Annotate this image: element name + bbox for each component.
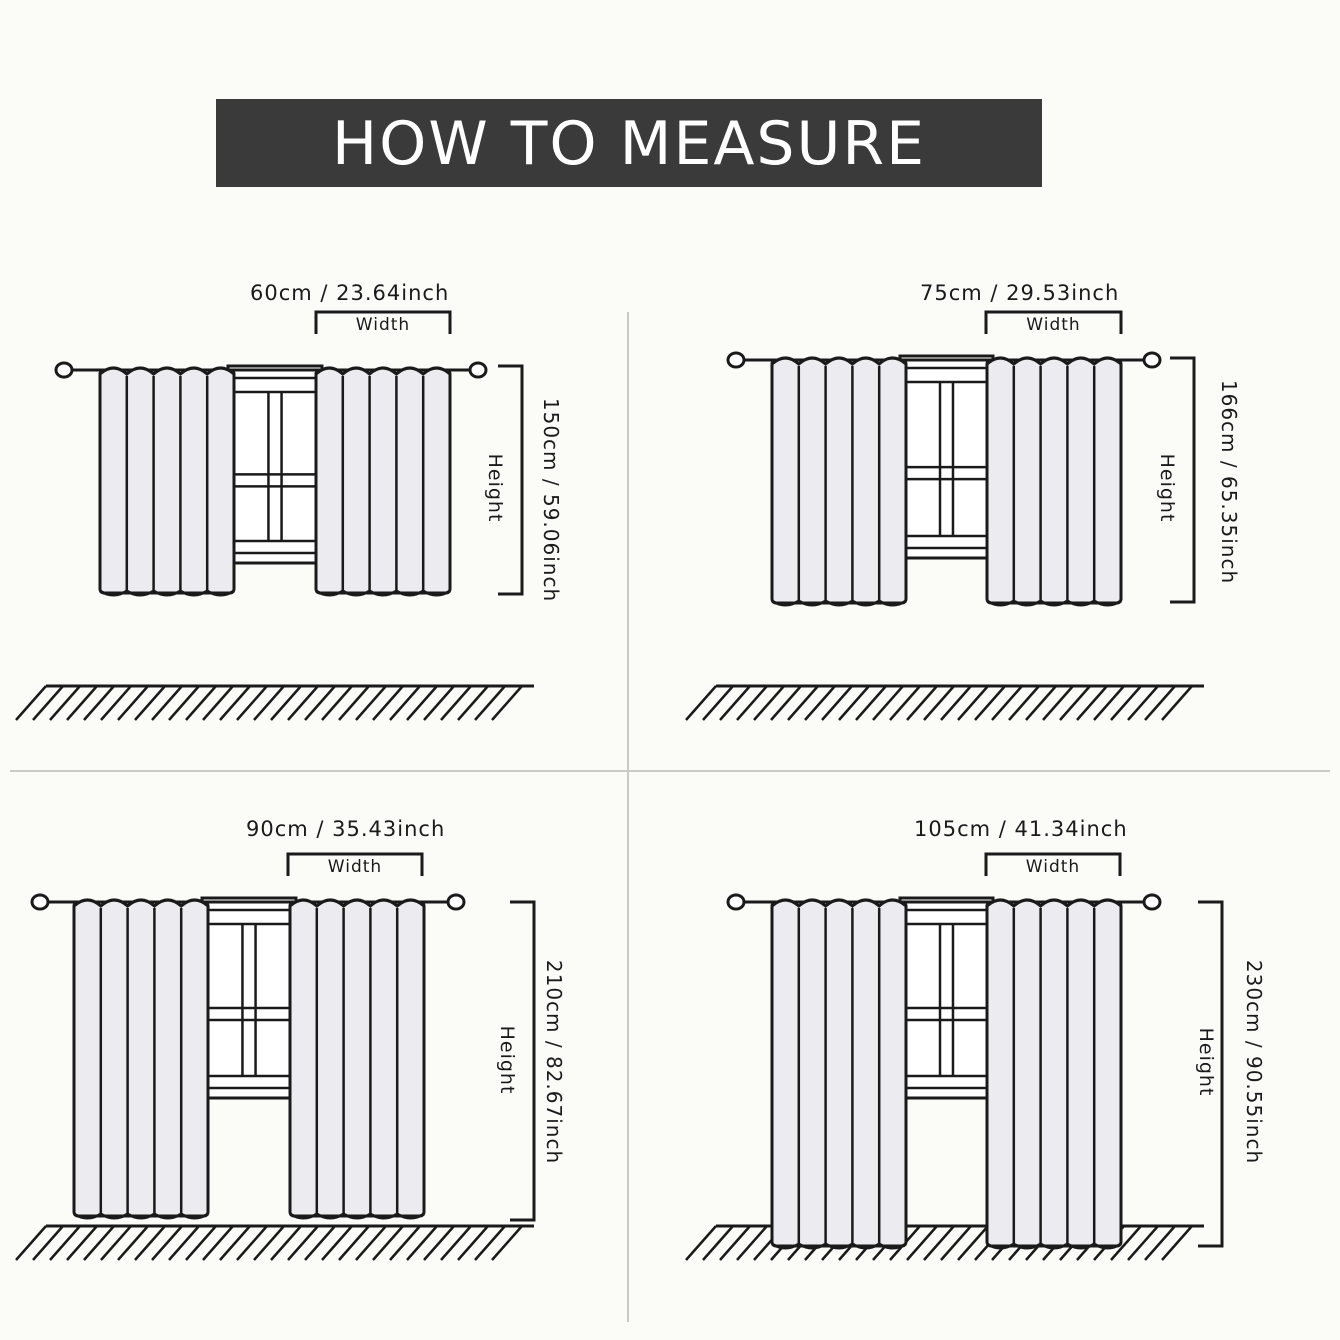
curtain-left <box>100 368 234 595</box>
width-measurement: 90cm / 35.43inch <box>246 817 446 841</box>
rod-finial-right <box>1144 353 1160 367</box>
curtain-panel-60cm <box>0 260 600 780</box>
height-measurement: 166cm / 65.35inch <box>1217 379 1241 585</box>
vertical-divider <box>627 312 629 1322</box>
floor-hatching <box>16 686 534 720</box>
width-label: Width <box>327 857 383 877</box>
curtain-right <box>987 358 1121 605</box>
height-measurement: 150cm / 59.06inch <box>539 397 563 603</box>
curtain-panel-75cm <box>670 260 1270 780</box>
width-measurement: 75cm / 29.53inch <box>920 281 1120 305</box>
title-banner <box>216 99 1042 187</box>
curtain-diagram <box>670 260 1270 780</box>
curtain-diagram <box>0 260 600 780</box>
floor-hatching <box>686 1226 1204 1260</box>
window-frame <box>202 898 296 1098</box>
rod-finial-right <box>470 363 486 377</box>
curtain-right <box>316 368 450 595</box>
rod-finial-left <box>728 895 744 909</box>
width-label: Width <box>1025 857 1081 877</box>
width-measurement: 60cm / 23.64inch <box>250 281 450 305</box>
width-measurement: 105cm / 41.34inch <box>914 817 1128 841</box>
floor-hatching <box>16 1226 534 1260</box>
curtain-panel-105cm <box>670 800 1270 1320</box>
height-label: Height <box>484 453 506 523</box>
floor-hatching <box>686 686 1204 720</box>
rod-finial-left <box>56 363 72 377</box>
height-label: Height <box>496 1025 518 1095</box>
rod-finial-right <box>1144 895 1160 909</box>
width-label: Width <box>355 315 411 335</box>
rod-finial-left <box>728 353 744 367</box>
curtain-diagram <box>670 800 1270 1320</box>
page-title: HOW TO MEASURE <box>331 109 926 179</box>
curtain-right <box>987 900 1121 1248</box>
curtain-right <box>290 900 424 1218</box>
height-label: Height <box>1195 1027 1217 1097</box>
curtain-panel-90cm <box>0 800 600 1320</box>
curtain-left <box>772 900 906 1248</box>
height-measurement: 210cm / 82.67inch <box>542 959 566 1165</box>
window-frame <box>228 366 322 563</box>
window-frame <box>900 356 993 558</box>
height-label: Height <box>1156 453 1178 523</box>
rod-finial-left <box>32 895 48 909</box>
height-measurement: 230cm / 90.55inch <box>1242 959 1266 1165</box>
width-label: Width <box>1026 315 1081 335</box>
curtain-left <box>772 358 906 605</box>
rod-finial-right <box>448 895 464 909</box>
curtain-left <box>74 900 208 1218</box>
window-frame <box>900 898 993 1098</box>
